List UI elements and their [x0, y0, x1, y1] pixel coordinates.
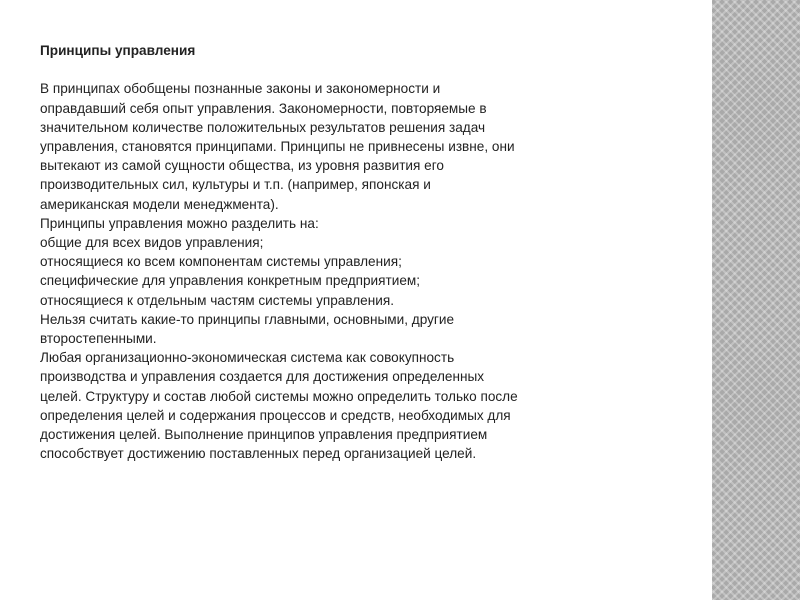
body-text: [40, 79, 640, 463]
decorative-side-band: [712, 0, 800, 600]
body-line: общие для всех видов управления;: [40, 235, 264, 251]
body-line: значительном количестве положительных результатов решения задач: [40, 119, 486, 135]
body-line: производства и управления создается для достижения определенных: [40, 369, 485, 385]
body-line: второстепенными.: [40, 331, 157, 347]
body-line: достижения целей. Выполнение принципов управления предприятием: [40, 427, 488, 443]
title-spacer: [40, 60, 640, 79]
body-line: Любая организационно-экономическая система как совокупность: [40, 350, 455, 366]
body-line: относящиеся ко всем компонентам системы управления;: [40, 254, 402, 270]
body-line: Принципы управления можно разделить на:: [40, 215, 319, 231]
body-line: целей. Структуру и состав любой системы можно определить только после: [40, 388, 518, 404]
body-line: определения целей и содержания процессов и средств, необходимых для: [40, 407, 511, 423]
slide-content: [40, 41, 640, 463]
body-line: Нельзя считать какие-то принципы главными, основными, другие: [40, 311, 455, 327]
slide-title: Принципы управления: [40, 43, 196, 58]
body-line: вытекают из самой сущности общества, из уровня развития его: [40, 158, 444, 174]
body-line: способствует достижению поставленных перед организацией целей.: [40, 446, 477, 462]
body-line: производительных сил, культуры и т.п. (например, японская и: [40, 177, 431, 193]
body-line: специфические для управления конкретным предприятием;: [40, 273, 421, 289]
body-line: управления, становятся принципами. Принципы не привнесены извне, они: [40, 139, 515, 154]
body-line: оправдавший себя опыт управления. Закономерности, повторяемые в: [40, 100, 487, 116]
body-line: относящиеся к отдельным частям системы управления.: [40, 292, 394, 308]
body-line: В принципах обобщены познанные законы и закономерности и: [40, 81, 441, 97]
body-line: американская модели менеджмента).: [40, 196, 279, 212]
